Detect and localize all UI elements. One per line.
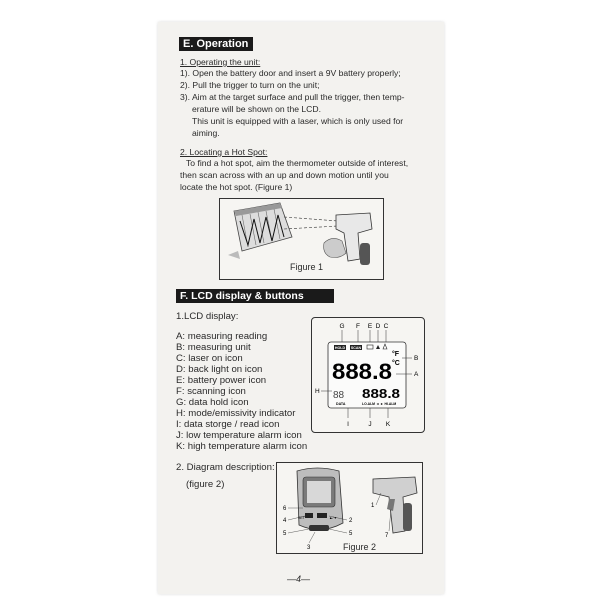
legend-h: H: mode/emissivity indicator (176, 408, 296, 419)
lcd-mode-digits: 88 (333, 390, 345, 401)
step-line-2: 2). Pull the trigger to turn on the unit; (180, 80, 320, 90)
legend-f: F: scanning icon (176, 386, 246, 397)
lcd-label-a: A (414, 371, 419, 378)
callout-3: 3 (307, 545, 311, 551)
callout-4: 4 (283, 518, 287, 524)
button-updown-label: ▲/▼ (329, 516, 338, 520)
lcd-label-h: H (315, 388, 320, 395)
step-line-3: 3). Aim at the target surface and pull the trigger, then temp- (180, 92, 405, 102)
section-f-heading: F. LCD display & buttons (176, 289, 334, 303)
legend-k: K: high temperature alarm icon (176, 441, 308, 452)
step-line-6: aiming. (192, 128, 220, 138)
legend-d: D: back light on icon (176, 364, 263, 375)
callout-2: 2 (349, 518, 353, 524)
diagram-subheading: (figure 2) (186, 479, 225, 490)
hotspot-line-2: then scan across with an up and down motion until you (180, 170, 389, 180)
lcd-label-d: D (375, 323, 381, 330)
lcd-label-g: G (339, 323, 345, 330)
legend-i: I: data storge / read icon (176, 419, 280, 430)
figure-2 (276, 462, 423, 554)
lcd-scan: SCAN (350, 346, 362, 350)
device-diagram-drawing (277, 463, 422, 553)
callout-6: 6 (283, 506, 287, 512)
lcd-heading: 1.LCD display: (176, 311, 239, 322)
lcd-unit-f: °F (392, 351, 400, 358)
lcd-label-c: C (383, 323, 389, 330)
figure-1-caption: Figure 1 (290, 262, 324, 272)
figure-1 (219, 198, 384, 280)
callout-5-right: 5 (349, 531, 353, 537)
hotspot-line-3: locate the hot spot. (Figure 1) (180, 182, 293, 192)
lcd-sub-digits: 888.8 (362, 386, 400, 401)
lcd-label-j: J (368, 421, 372, 428)
callout-7: 7 (385, 533, 389, 539)
lcd-unit-c: °C (392, 360, 400, 367)
step-line-4: erature will be shown on the LCD. (192, 104, 321, 114)
legend-j: J: low temperature alarm icon (176, 430, 302, 441)
operating-heading: 1. Operating the unit: (180, 57, 261, 67)
step-line-5: This unit is equipped with a laser, which is only used for (192, 116, 404, 126)
legend-c: C: laser on icon (176, 353, 243, 364)
lcd-label-e: E (367, 323, 373, 330)
lcd-data: DATA (336, 402, 346, 406)
lcd-label-i: I (347, 421, 349, 428)
lcd-label-b: B (414, 355, 419, 362)
page-number: —4— (287, 574, 311, 584)
callout-1: 1 (371, 503, 375, 509)
callout-5-left: 5 (283, 531, 287, 537)
diagram-heading: 2. Diagram description: (176, 462, 275, 473)
lcd-diagram (311, 317, 425, 433)
lcd-label-f: F (356, 323, 360, 330)
lcd-main-digits: 888.8 (332, 359, 392, 384)
lcd-alarm: LO.ALM ◄ ► HI.ALM (362, 402, 397, 406)
hotspot-line-1: To find a hot spot, aim the thermometer outside of interest, (186, 158, 409, 168)
lcd-diagram-drawing (312, 318, 424, 432)
figure-2-caption: Figure 2 (343, 542, 377, 552)
section-e-heading: E. Operation (179, 37, 253, 51)
step-line-1: 1). Open the battery door and insert a 9V battery properly; (180, 68, 401, 78)
button-set-label: SET (298, 516, 305, 520)
legend-a: A: measuring reading (176, 331, 268, 342)
legend-e: E: battery power icon (176, 375, 267, 386)
lcd-label-k: K (385, 421, 391, 428)
lcd-hold: HOLD (334, 346, 346, 350)
legend-b: B: measuring unit (176, 342, 251, 353)
hotspot-heading: 2. Locating a Hot Spot: (180, 147, 268, 157)
legend-g: G: data hold icon (176, 397, 249, 408)
